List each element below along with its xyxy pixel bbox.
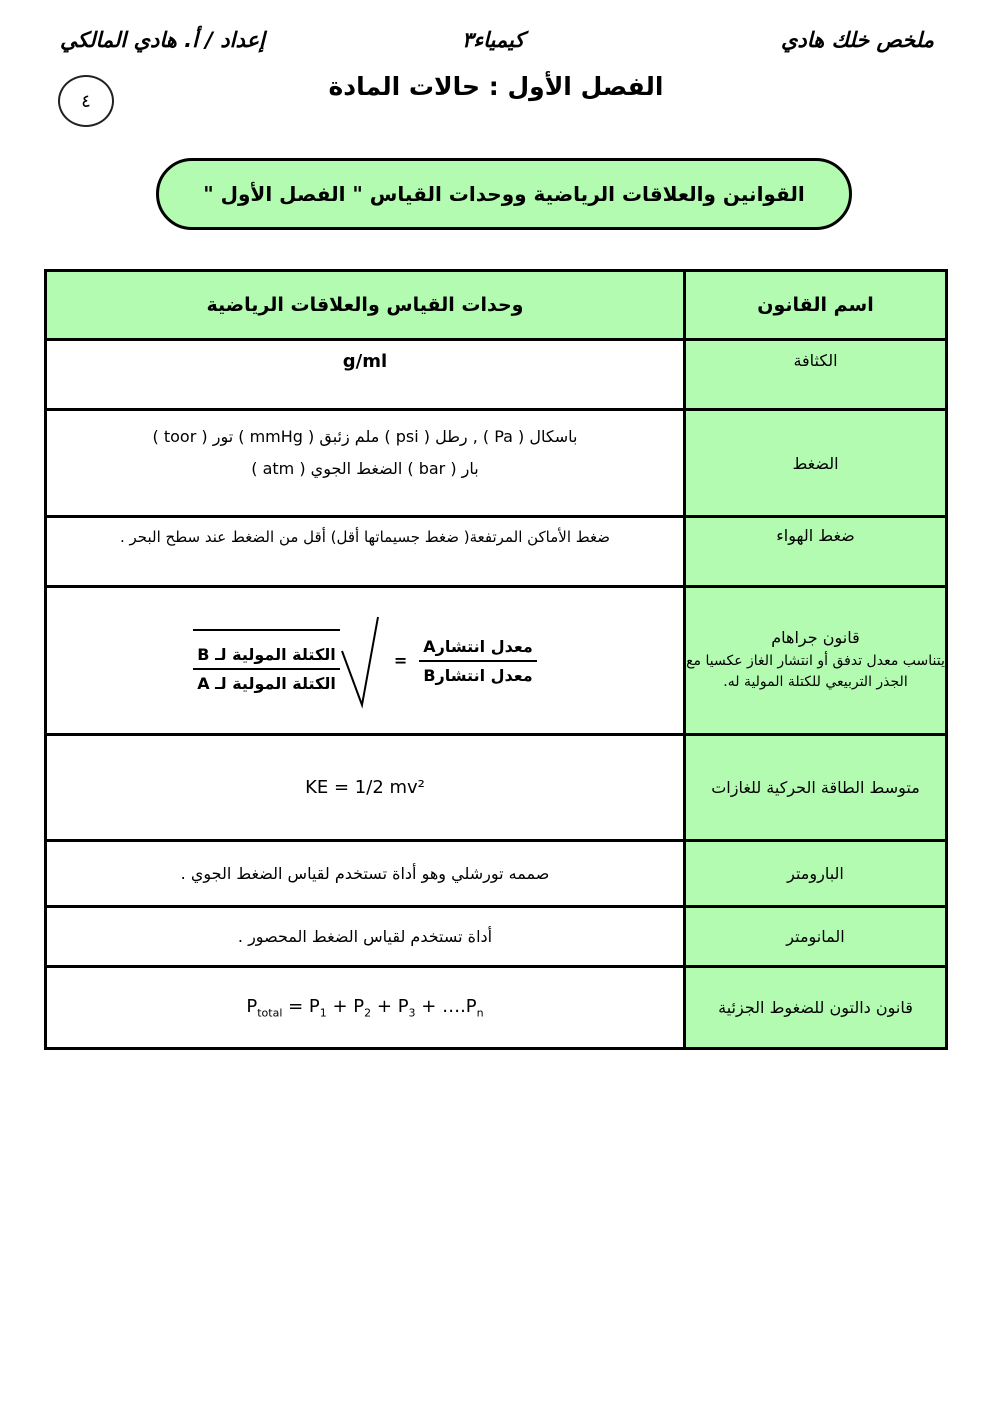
law-name: المانومتر [685,907,947,967]
header-law-name: اسم القانون [685,271,947,340]
page-number: ٤ [81,90,91,112]
law-units [46,340,685,410]
p-symbol: P [353,995,365,1017]
p-symbol: P [246,995,258,1017]
equals: = [282,995,309,1017]
header-right-text: ملخص خلك هادي [781,28,934,52]
chapter-title: الفصل الأول : حالات المادة [328,72,664,101]
rate-fraction [419,637,537,685]
table-header-row [46,271,947,340]
square-root [193,613,382,709]
radical-sign [340,613,382,709]
subscript-n: n [476,1006,484,1020]
law-units: ضغط الأماكن المرتفعة( ضغط جسيماتها أقل) أقل من الضغط عند سطح البحر . [46,517,685,587]
header-center-text: كيمياء٣ [462,28,525,52]
pressure-units-line1: باسكال ( Pa ) , رطل ( psi ) ملم زئبق ( mmHg ) تور ( toor ) [152,427,578,446]
kinetic-energy-formula: KE = 1/2 mv² [305,777,425,798]
subscript: 3 [408,1006,416,1020]
table-row [46,841,947,907]
banner-text: القوانين والعلاقات الرياضية ووحدات القياس " الفصل الأول " [203,182,805,206]
table-row [46,735,947,841]
table-row [46,410,947,517]
table-row [46,517,947,587]
law-name [685,587,947,735]
header-units: وحدات القياس والعلاقات الرياضية [46,271,685,340]
law-units [46,735,685,841]
law-units [46,410,685,517]
law-name: متوسط الطاقة الحركية للغازات [685,735,947,841]
table-row [46,587,947,735]
law-name: قانون دالتون للضغوط الجزئية [685,967,947,1049]
plus: + [371,995,398,1017]
graham-formula [47,613,683,709]
section-banner [156,158,852,230]
subscript: 2 [364,1006,372,1020]
mass-numerator: الكتلة المولية لـ B [193,645,339,670]
subscript: 1 [319,1006,327,1020]
density-unit: g/ml [342,351,388,372]
table-row [46,967,947,1049]
law-name: الكثافة [685,340,947,410]
pressure-units-line2: بار ( bar ) الضغط الجوي ( atm ) [251,459,479,478]
law-name: ضغط الهواء [685,517,947,587]
table-row [46,907,947,967]
equals-sign: = [393,651,408,670]
plus: + [326,995,354,1017]
law-units: صممه تورشلي وهو أداة تستخدم لقياس الضغط الجوي . [46,841,685,907]
law-name: الضغط [685,410,947,517]
laws-table [44,269,948,1050]
graham-title: قانون جراهام [771,628,860,647]
law-units: أداة تستخدم لقياس الضغط المحصور . [46,907,685,967]
law-name: البارومتر [685,841,947,907]
rate-numerator: معدل انتشارA [419,637,537,662]
table-row [46,340,947,410]
ellipsis-term: + ….P [415,995,477,1017]
p-symbol: P [397,995,409,1017]
subscript-total: total [257,1006,283,1020]
p-symbol: P [308,995,320,1017]
dalton-formula [246,996,483,1020]
graham-description: يتناسب معدل تدفق أو انتشار الغاز عكسيا مع الجذر التربيعي للكتلة المولية له. [686,653,945,690]
law-units [46,967,685,1049]
law-units [46,587,685,735]
mass-denominator: الكتلة المولية لـ A [197,673,336,693]
mass-fraction [193,629,340,693]
rate-denominator: معدل انتشارB [423,665,533,685]
header-left-text: إعداد / أ. هادي المالكي [60,28,265,52]
